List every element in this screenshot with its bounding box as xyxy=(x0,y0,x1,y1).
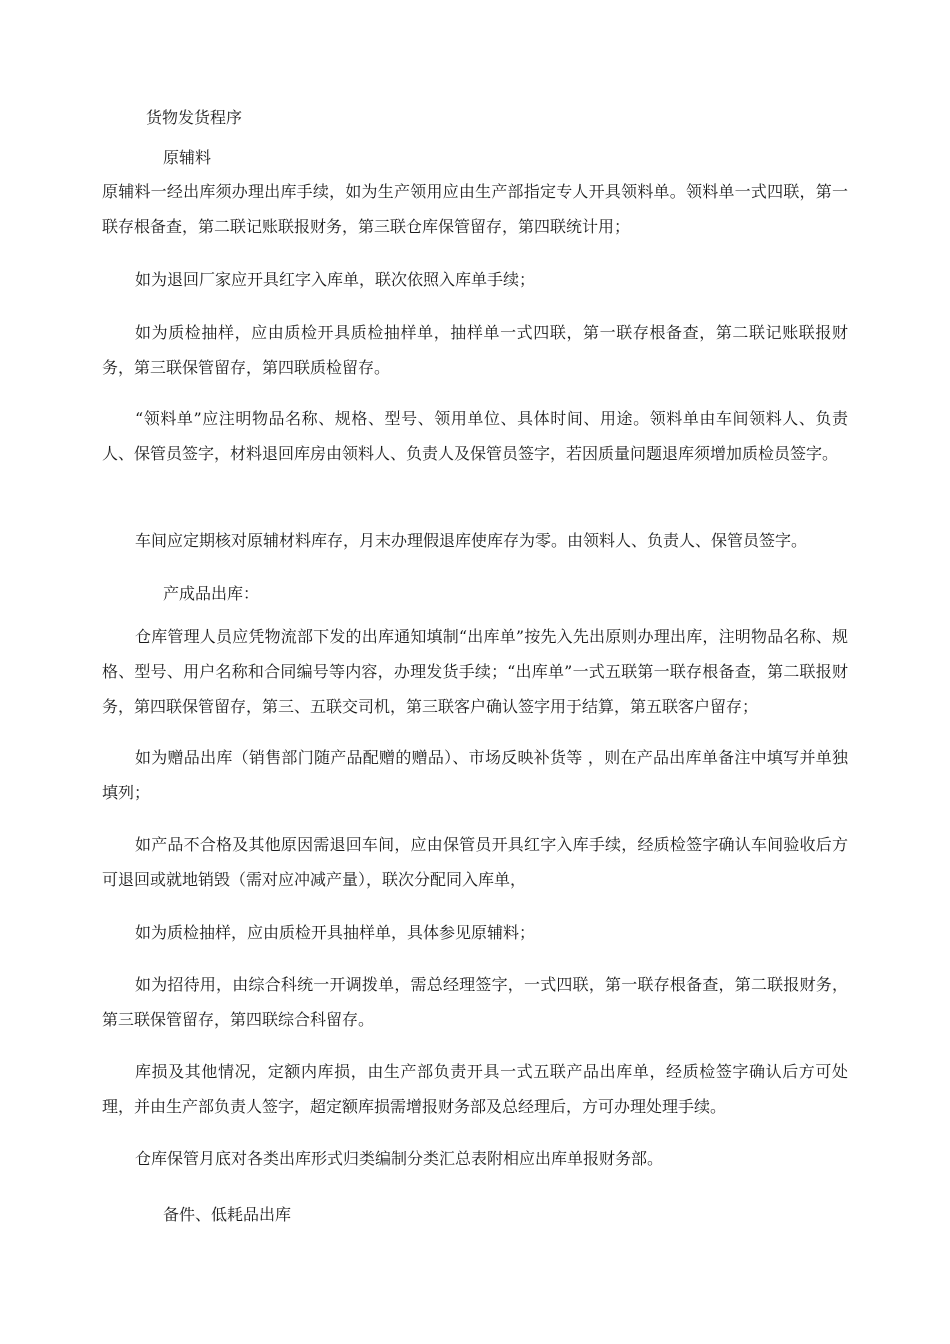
paragraph: “领料单”应注明物品名称、规格、型号、领用单位、具体时间、用途。领料单由车间领料人、负责人、保管员签字，材料退回库房由领料人、负责人及保管员签字，若因质量问题退库须增加质检员签字。 xyxy=(102,409,848,463)
section-heading-raw-materials: 原辅料 xyxy=(163,148,212,167)
paragraph: 如为退回厂家应开具红字入库单，联次依照入库单手续； xyxy=(135,270,536,289)
paragraph: 如为质检抽样，应由质检开具抽样单，具体参见原辅料； xyxy=(135,923,536,942)
document-title: 货物发货程序 xyxy=(146,108,243,127)
paragraph: 仓库保管月底对各类出库形式归类编制分类汇总表附相应出库单报财务部。 xyxy=(135,1149,664,1168)
paragraph: 如为赠品出库（销售部门随产品配赠的赠品）、市场反映补货等 ，则在产品出库单备注中填写并单独填列； xyxy=(102,748,848,802)
section-heading-finished-goods: 产成品出库： xyxy=(163,584,260,603)
paragraph: 库损及其他情况，定额内库损，由生产部负责开具一式五联产品出库单，经质检签字确认后方可处理，并由生产部负责人签字，超定额库损需增报财务部及总经理后，方可办理处理手续。 xyxy=(102,1062,848,1116)
paragraph: 仓库管理人员应凭物流部下发的出库通知填制“出库单”按先入先出原则办理出库，注明物品名称、规格、型号、用户名称和合同编号等内容，办理发货手续；“出库单”一式五联第一联存根备查，第二联报财务，第四联保管留存，第三、五联交司机，第三联客户确认签字用于结算，第五联客户留存； xyxy=(102,627,848,716)
paragraph: 车间应定期核对原辅材料库存，月末办理假退库使库存为零。由领料人、负责人、保管员签字。 xyxy=(135,531,808,550)
paragraph: 原辅料一经出库须办理出库手续，如为生产领用应由生产部指定专人开具领料单。领料单一式四联，第一联存根备查，第二联记账联报财务，第三联仓库保管留存，第四联统计用； xyxy=(102,182,848,236)
paragraph: 如为招待用，由综合科统一开调拨单，需总经理签字，一式四联，第一联存根备查，第二联报财务，第三联保管留存，第四联综合科留存。 xyxy=(102,975,848,1029)
section-heading-spare-parts: 备件、低耗品出库 xyxy=(163,1205,292,1224)
paragraph: 如为质检抽样，应由质检开具质检抽样单，抽样单一式四联，第一联存根备查，第二联记账联报财务，第三联保管留存，第四联质检留存。 xyxy=(102,323,848,377)
paragraph: 如产品不合格及其他原因需退回车间，应由保管员开具红字入库手续，经质检签字确认车间验收后方可退回或就地销毁（需对应冲减产量），联次分配同入库单， xyxy=(102,835,848,889)
